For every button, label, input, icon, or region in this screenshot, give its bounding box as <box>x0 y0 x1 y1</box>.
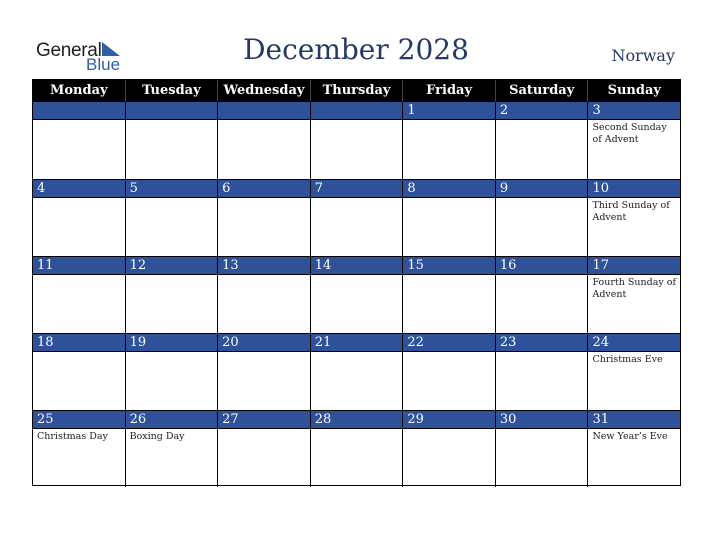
calendar-day-cell[interactable] <box>310 333 403 410</box>
day-number: 18 <box>33 334 125 352</box>
holiday-label <box>126 352 218 354</box>
calendar-day-cell[interactable] <box>217 102 310 179</box>
calendar-day-cell[interactable] <box>402 333 495 410</box>
logo-word-general: General <box>36 40 102 61</box>
calendar-day-cell[interactable] <box>310 410 403 487</box>
holiday-label <box>311 429 403 431</box>
calendar-day-cell[interactable] <box>587 179 680 256</box>
weekday-header-row <box>33 80 680 102</box>
day-number: 24 <box>588 334 680 352</box>
holiday-label <box>126 120 218 122</box>
holiday-label: Boxing Day <box>129 431 185 442</box>
day-number: 21 <box>311 334 403 352</box>
day-number: 9 <box>496 180 588 198</box>
calendar-day-cell[interactable] <box>587 410 680 487</box>
calendar-week-row <box>33 333 680 410</box>
day-number: 27 <box>218 411 310 429</box>
calendar-day-cell[interactable] <box>587 102 680 179</box>
calendar-week-row <box>33 410 680 487</box>
weekday-header: Wednesday <box>217 80 310 102</box>
holiday-label: Christmas Eve <box>592 354 663 365</box>
calendar-day-cell[interactable] <box>495 102 588 179</box>
day-number: 22 <box>403 334 495 352</box>
country-label: Norway <box>611 46 675 65</box>
weekday-header: Monday <box>49 83 108 98</box>
calendar-day-cell[interactable] <box>33 179 125 256</box>
day-number: 16 <box>496 257 588 275</box>
calendar-day-cell[interactable] <box>217 179 310 256</box>
day-number: 11 <box>33 257 125 275</box>
day-number: 30 <box>496 411 588 429</box>
weeks-container <box>33 102 680 487</box>
calendar-day-cell[interactable] <box>33 333 125 410</box>
calendar-day-cell[interactable] <box>587 256 680 333</box>
holiday-label <box>218 120 310 122</box>
holiday-label <box>33 198 125 200</box>
calendar-day-cell[interactable] <box>33 102 125 179</box>
calendar-grid <box>32 79 681 486</box>
day-number: 5 <box>126 180 218 198</box>
weekday-header: Sunday <box>587 80 680 102</box>
holiday-label <box>311 352 403 354</box>
calendar-day-cell[interactable] <box>402 179 495 256</box>
holiday-label: Second Sunday of Advent <box>592 122 667 145</box>
day-number <box>311 102 403 120</box>
day-number: 1 <box>403 102 495 120</box>
logo-word-blue: Blue <box>86 55 121 74</box>
holiday-label <box>33 120 125 122</box>
calendar-day-cell[interactable] <box>33 256 125 333</box>
holiday-label <box>496 198 588 200</box>
day-number: 26 <box>126 411 218 429</box>
holiday-label: Third Sunday of Advent <box>592 200 670 223</box>
calendar-day-cell[interactable] <box>310 256 403 333</box>
page-header <box>0 0 712 78</box>
holiday-label <box>126 198 218 200</box>
weekday-header: Tuesday <box>125 80 218 102</box>
calendar-day-cell[interactable] <box>125 410 218 487</box>
holiday-label <box>126 275 218 277</box>
holiday-label <box>311 120 403 122</box>
holiday-label <box>496 120 588 122</box>
day-number: 19 <box>126 334 218 352</box>
holiday-label <box>496 352 588 354</box>
calendar-day-cell[interactable] <box>217 410 310 487</box>
calendar-day-cell[interactable] <box>310 102 403 179</box>
page-title: December 2028 <box>243 33 469 66</box>
holiday-label <box>311 198 403 200</box>
day-number: 2 <box>496 102 588 120</box>
day-number: 4 <box>33 180 125 198</box>
day-number: 23 <box>496 334 588 352</box>
holiday-label <box>218 198 310 200</box>
calendar-day-cell[interactable] <box>402 410 495 487</box>
day-number <box>218 102 310 120</box>
day-number: 8 <box>403 180 495 198</box>
holiday-label <box>33 275 125 277</box>
weekday-header: Saturday <box>495 80 588 102</box>
day-number: 28 <box>311 411 403 429</box>
holiday-label <box>218 275 310 277</box>
holiday-label: New Year’s Eve <box>592 431 668 442</box>
day-number: 12 <box>126 257 218 275</box>
calendar-week-row <box>33 179 680 256</box>
day-number: 20 <box>218 334 310 352</box>
holiday-label <box>403 429 495 431</box>
holiday-label <box>403 120 495 122</box>
calendar-day-cell[interactable] <box>310 179 403 256</box>
holiday-label <box>403 352 495 354</box>
calendar-day-cell[interactable] <box>495 410 588 487</box>
holiday-label <box>218 352 310 354</box>
weekday-header: Thursday <box>310 80 403 102</box>
calendar-day-cell[interactable] <box>217 333 310 410</box>
day-number: 10 <box>588 180 680 198</box>
calendar-week-row <box>33 256 680 333</box>
day-number: 31 <box>588 411 680 429</box>
day-number: 3 <box>588 102 680 120</box>
day-number <box>126 102 218 120</box>
day-number: 17 <box>588 257 680 275</box>
holiday-label <box>496 429 588 431</box>
calendar-week-row <box>33 102 680 179</box>
day-number: 15 <box>403 257 495 275</box>
holiday-label <box>311 275 403 277</box>
calendar-day-cell[interactable] <box>125 179 218 256</box>
day-number: 7 <box>311 180 403 198</box>
holiday-label <box>496 275 588 277</box>
calendar-day-cell[interactable] <box>587 333 680 410</box>
calendar-day-cell[interactable] <box>125 333 218 410</box>
day-number: 6 <box>218 180 310 198</box>
holiday-label <box>218 429 310 431</box>
calendar-day-cell[interactable] <box>125 102 218 179</box>
calendar-day-cell[interactable] <box>495 333 588 410</box>
calendar-day-cell[interactable] <box>402 102 495 179</box>
calendar-day-cell[interactable] <box>402 256 495 333</box>
day-number: 14 <box>311 257 403 275</box>
calendar-day-cell[interactable] <box>495 179 588 256</box>
day-number: 29 <box>403 411 495 429</box>
day-number: 13 <box>218 257 310 275</box>
holiday-label: Fourth Sunday of Advent <box>592 277 676 300</box>
weekday-header: Friday <box>402 80 495 102</box>
holiday-label: Christmas Day <box>37 431 108 442</box>
day-number: 25 <box>33 411 125 429</box>
holiday-label <box>403 198 495 200</box>
holiday-label <box>403 275 495 277</box>
calendar-day-cell[interactable] <box>125 256 218 333</box>
calendar-day-cell[interactable] <box>495 256 588 333</box>
calendar-day-cell[interactable] <box>33 410 125 487</box>
calendar-day-cell[interactable] <box>217 256 310 333</box>
holiday-label <box>33 352 125 354</box>
day-number <box>33 102 125 120</box>
